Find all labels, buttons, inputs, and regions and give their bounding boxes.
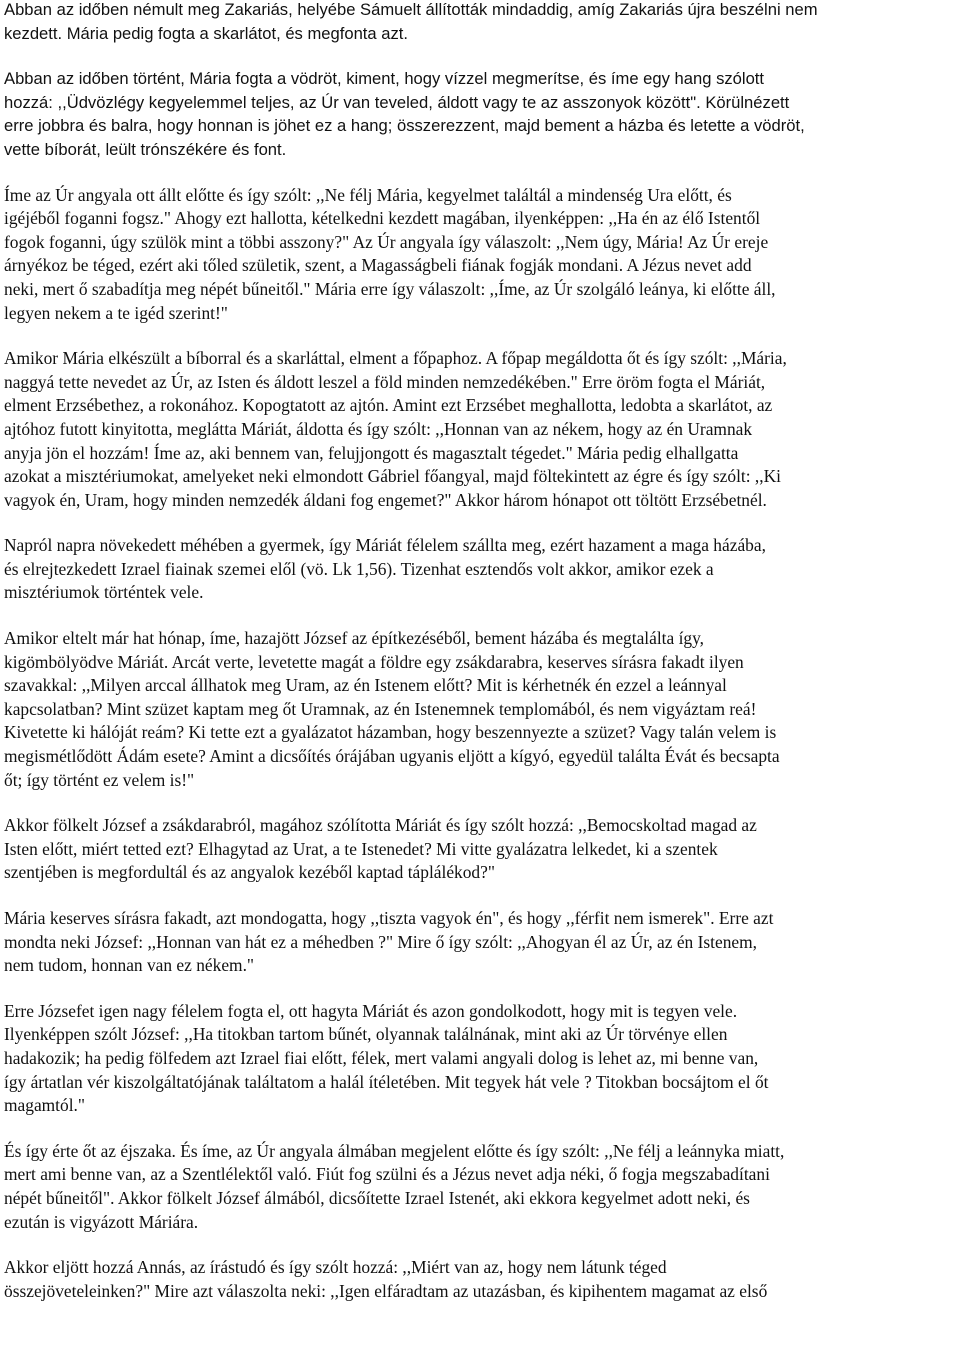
text-line: mert ami benne van, az a Szentlélektől való. Fiút fog szülni és a Jézus nevet adja néki, ő fogja megszabadítani	[4, 1164, 770, 1185]
paragraph	[4, 1000, 956, 1118]
text-line: Isten előtt, miért tetted ezt? Elhagytad az Urat, a te Istenedet? Mi vitte gyalázatra lelkedet, ki a szentek	[4, 838, 718, 859]
text-line: magamtól."	[4, 1095, 85, 1116]
text-line: kigömbölyödve Máriát. Arcát verte, levetette magát a földre egy zsákdarabra, keserves sírásra fakadt ilyen	[4, 651, 744, 672]
text-line: És így érte őt az éjszaka. És íme, az Úr angyala álmában megjelent előtte és így szólt: ,,Ne félj a leánnyka miatt,	[4, 1140, 785, 1161]
text-line: mondta neki József: ,,Honnan van hát ez a méhedben ?" Mire ő így szólt: ,,Ahogyan él az Úr, az én Istenem,	[4, 931, 757, 952]
text-line: Akkor fölkelt József a zsákdarabról, magához szólította Máriát és így szólt hozzá: ,,Bemocskoltad magad az	[4, 815, 757, 836]
text-line: kezdett. Mária pedig fogta a skarlátot, és megfonta azt.	[4, 23, 409, 43]
text-line: nem tudom, honnan van ez nékem."	[4, 955, 255, 976]
text-line: Napról napra növekedett méhében a gyermek, így Máriát félelem szállta meg, ezért hazament a maga házába,	[4, 535, 766, 556]
text-line: árnyékoz be téged, ezért aki tőled születik, szent, a Magasságbeli fiának fogják mondani. A Jézus nevet add	[4, 255, 752, 276]
text-line: Ilyenképpen szólt József: ,,Ha titokban tartom bűnét, olyannak találnának, mint aki az Úr törvénye ellen	[4, 1024, 728, 1045]
paragraph	[4, 347, 956, 512]
text-line: ezután is vigyázott Máriára.	[4, 1211, 199, 1232]
text-line: ajtóhoz futott kinyitotta, meglátta Máriát, áldotta és így szólt: ,,Honnan van az nékem, hogy az én Uramnak	[4, 418, 753, 439]
text-line: fogok foganni, úgy szülök mint a többi asszony?" Az Úr angyala így válaszolt: ,,Nem úgy, Mária! Az Úr ereje	[4, 231, 769, 252]
paragraph	[4, 184, 956, 326]
text-line: Kivetette ki hálóját reám? Ki tette ezt a gyalázatot házamban, hogy beszennyezte a szüzet? Vagy talán velem is	[4, 722, 777, 743]
text-line: szavakkal: ,,Milyen arccal állhatok meg Uram, az én Istenem előtt? Mit is kérhetnék én ezzel a leánnyal	[4, 675, 727, 696]
paragraph	[4, 534, 956, 605]
text-line: azokat a misztériumokat, amelyeket neki elmondott Gábriel főangyal, majd föltekintett az égre és így szólt: ,,Ki	[4, 466, 782, 487]
text-line: vagyok én, Uram, hogy minden nemzedék áldani fog engemet?" Akkor három hónapot ott töltött Erzsébetnél.	[4, 489, 767, 510]
text-line: anyja jön el hozzám! Íme az, aki bennem van, felujjongott és magasztalt tégedet." Mária pedig elhallgatta	[4, 442, 739, 463]
paragraph	[4, 627, 956, 792]
text-line: szentjében is megfordultál és az angyalok kezéből kaptad táplálékod?"	[4, 862, 495, 883]
text-line: Íme az Úr angyala ott állt előtte és így szólt: ,,Ne félj Mária, kegyelmet találtál a mindenség Ura előtt, és	[4, 184, 732, 205]
text-line: Amikor eltelt már hat hónap, íme, hazajött József az építkezéséből, bement házába és megtalálta így,	[4, 628, 705, 649]
text-line: hozzá: ,,Üdvözlégy kegyelemmel teljes, az Úr van teveled, áldott vagy te az asszonyok között". Körülnézett	[4, 92, 790, 112]
text-line: népét bűneitől". Akkor fölkelt József álmából, dicsőítette Izrael Istenét, aki ekkora kegyelmet adott neki, és	[4, 1187, 750, 1208]
text-line: összejöveteleinken?" Mire azt válaszolta neki: ,,Igen elfáradtam az utazásban, és kipihentem magamat az első	[4, 1280, 768, 1301]
text-line: vette bíborát, leült trónszékére és font.	[4, 139, 287, 159]
text-line: megismétlődött Ádám esete? Amint a dicsőítés órájában ugyanis eljött a kígyó, egyedül találta Évát és becsapta	[4, 746, 780, 767]
text-line: kapcsolatban? Mint szüzet kaptam meg őt Uramnak, az én Istenemnek templomából, és nem vigyáztam reá!	[4, 698, 757, 719]
text-line: legyen nekem a te igéd szerint!"	[4, 302, 228, 323]
text-line: Amikor Mária elkészült a bíborral és a skarláttal, elment a főpaphoz. A főpap megáldotta őt és így szólt: ,,Mária,	[4, 348, 787, 369]
text-line: igéjéből foganni fogsz." Ahogy ezt hallotta, kételkedni kezdett magában, ilyenképpen: ,,Ha én az élő Istentől	[4, 208, 761, 229]
text-line: naggyá tette nevedet az Úr, az Isten és áldott leszel a föld minden nemzedékében." Erre öröm fogta el Máriát,	[4, 371, 766, 392]
paragraph	[4, 814, 956, 885]
text-line: Akkor eljött hozzá Annás, az írástudó és így szólt hozzá: ,,Miért van az, hogy nem látunk téged	[4, 1257, 667, 1278]
text-line: erre jobbra és balra, hogy honnan is jöhet ez a hang; összerezzent, majd bement a házba és letette a vödröt,	[4, 116, 805, 136]
paragraph	[4, 1140, 956, 1234]
text-line: Abban az időben némult meg Zakariás, helyébe Sámuelt állították mindaddig, amíg Zakariás újra beszélni nem	[4, 0, 818, 19]
text-line: és elrejtezkedett Izrael fiainak szemei elől (vö. Lk 1,56). Tizenhat esztendős volt akkor, amikor ezek a	[4, 558, 714, 579]
paragraph	[4, 907, 956, 978]
text-line: neki, mert ő szabadítja meg népét bűneitől." Mária erre így válaszolt: ,,Íme, az Úr szolgáló leánya, ki előtte áll,	[4, 278, 776, 299]
text-line: Erre Józsefet igen nagy félelem fogta el, ott hagyta Máriát és azon gondolkodott, hogy mit is tegyen vele.	[4, 1000, 738, 1021]
paragraph	[4, 1256, 956, 1303]
paragraph	[4, 0, 956, 45]
text-line: elment Erzsébethez, a rokonához. Kopogtatott az ajtón. Amint ezt Erzsébet meghallotta, ledobta a skarlátot, az	[4, 395, 773, 416]
text-line: így ártatlan vér kiszolgáltatójának találtatom a halál ítéletében. Mit tegyek hát vele ? Titokban bocsájtom el őt	[4, 1071, 769, 1092]
text-line: Abban az időben történt, Mária fogta a vödröt, kiment, hogy vízzel megmerítse, és íme egy hang szólott	[4, 69, 765, 89]
text-line: hadakozik; ha pedig fölfedem azt Izrael fiai előtt, félek, mert valami angyali dolog is lehet az, mi benne van,	[4, 1047, 759, 1068]
paragraph	[4, 67, 956, 161]
text-line: őt; így történt ez velem is!"	[4, 769, 195, 790]
text-line: Mária keserves sírásra fakadt, azt mondogatta, hogy ,,tiszta vagyok én", és hogy ,,férfit nem ismerek". Erre azt	[4, 908, 774, 928]
document-page	[4, 0, 956, 1325]
text-line: misztériumok történtek vele.	[4, 582, 204, 603]
